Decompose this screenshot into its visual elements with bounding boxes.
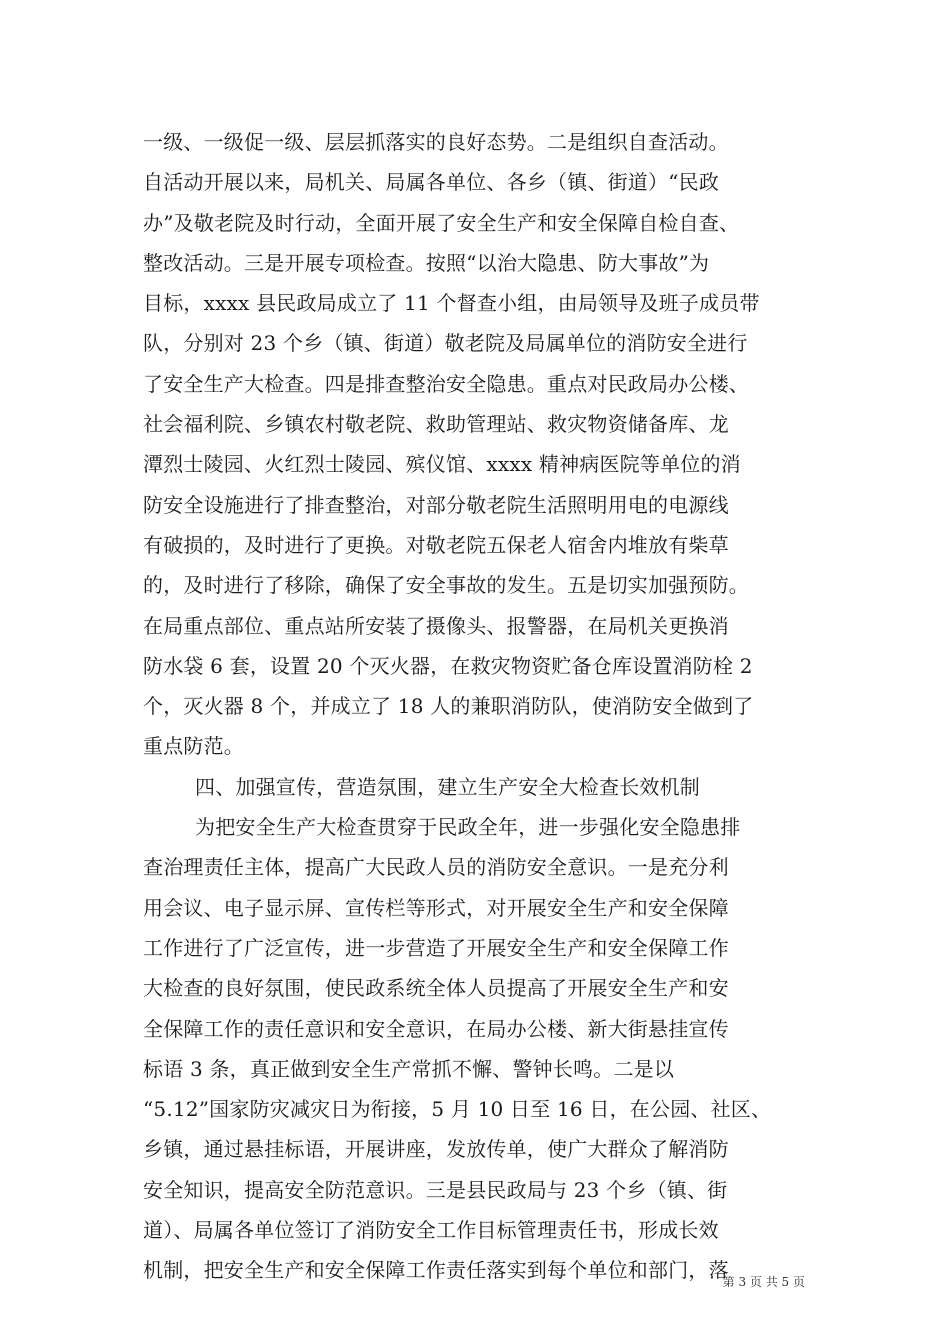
text-line: 在局重点部位、重点站所安装了摄像头、报警器，在局机关更换消 <box>143 613 729 638</box>
text-line: 队，分别对 23 个乡（镇、街道）敬老院及局属单位的消防安全进行 <box>143 331 748 356</box>
text-line: 安全知识，提高安全防范意识。三是县民政局与 23 个乡（镇、街 <box>143 1177 728 1202</box>
text-line: 全保障工作的责任意识和安全意识，在局办公楼、新大街悬挂宣传 <box>143 1016 729 1041</box>
text-line: 有破损的，及时进行了更换。对敬老院五保老人宿舍内堆放有柴草 <box>143 532 729 557</box>
text-line: 重点防范。 <box>143 734 244 759</box>
text-line: 潭烈士陵园、火红烈士陵园、殡仪馆、xxxx 精神病医院等单位的消 <box>143 452 741 477</box>
text-line: 防水袋 6 套，设置 20 个灭火器，在救灾物资贮备仓库设置消防栓 2 <box>143 653 753 678</box>
text-line: 用会议、电子显示屏、宣传栏等形式，对开展安全生产和安全保障 <box>143 895 729 920</box>
text-line: 的，及时进行了移除，确保了安全事故的发生。五是切实加强预防。 <box>143 573 749 598</box>
text-line: 个，灭火器 8 个，并成立了 18 人的兼职消防队，使消防安全做到了 <box>143 694 754 719</box>
text-line: 大检查的良好氛围，使民政系统全体人员提高了开展安全生产和安 <box>143 976 729 1001</box>
page-number: 第 3 页 共 5 页 <box>722 1275 805 1289</box>
text-line: 了安全生产大检查。四是排查整治安全隐患。重点对民政局办公楼、 <box>143 371 749 396</box>
paragraph-start-line: 为把安全生产大检查贯穿于民政全年，进一步强化安全隐患排 <box>195 815 741 840</box>
text-line: 乡镇，通过悬挂标语，开展讲座，发放传单，使广大群众了解消防 <box>143 1137 729 1162</box>
paragraph-start-line: 四、加强宣传，营造氛围，建立生产安全大检查长效机制 <box>195 774 700 799</box>
text-line: 工作进行了广泛宣传，进一步营造了开展安全生产和安全保障工作 <box>143 935 729 960</box>
text-line: 自活动开展以来，局机关、局属各单位、各乡（镇、街道）“民政 <box>143 170 720 195</box>
text-line: 道）、局属各单位签订了消防安全工作目标管理责任书，形成长效 <box>143 1218 719 1243</box>
text-line: 查治理责任主体，提高广大民政人员的消防安全意识。一是充分利 <box>143 855 729 880</box>
text-line: 目标，xxxx 县民政局成立了 11 个督查小组，由局领导及班子成员带 <box>143 291 760 316</box>
text-line: 一级、一级促一级、层层抓落实的良好态势。二是组织自查活动。 <box>143 130 729 154</box>
text-line: 社会福利院、乡镇农村敬老院、救助管理站、救灾物资储备库、龙 <box>143 412 729 437</box>
text-line: 办”及敬老院及时行动，全面开展了安全生产和安全保障自检自查、 <box>143 210 740 235</box>
text-line: 机制，把安全生产和安全保障工作责任落实到每个单位和部门，落 <box>143 1258 729 1283</box>
text-line: “5.12”国家防灾减灾日为衔接，5 月 10 日至 16 日，在公园、社区、 <box>143 1097 772 1122</box>
text-line: 标语 3 条，真正做到安全生产常抓不懈、警钟长鸣。二是以 <box>143 1056 675 1081</box>
document-body <box>143 122 813 1291</box>
text-line: 整改活动。三是开展专项检查。按照“以治大隐患、防大事故”为 <box>143 250 710 275</box>
text-line: 防安全设施进行了排查整治，对部分敬老院生活照明用电的电源线 <box>143 492 729 517</box>
